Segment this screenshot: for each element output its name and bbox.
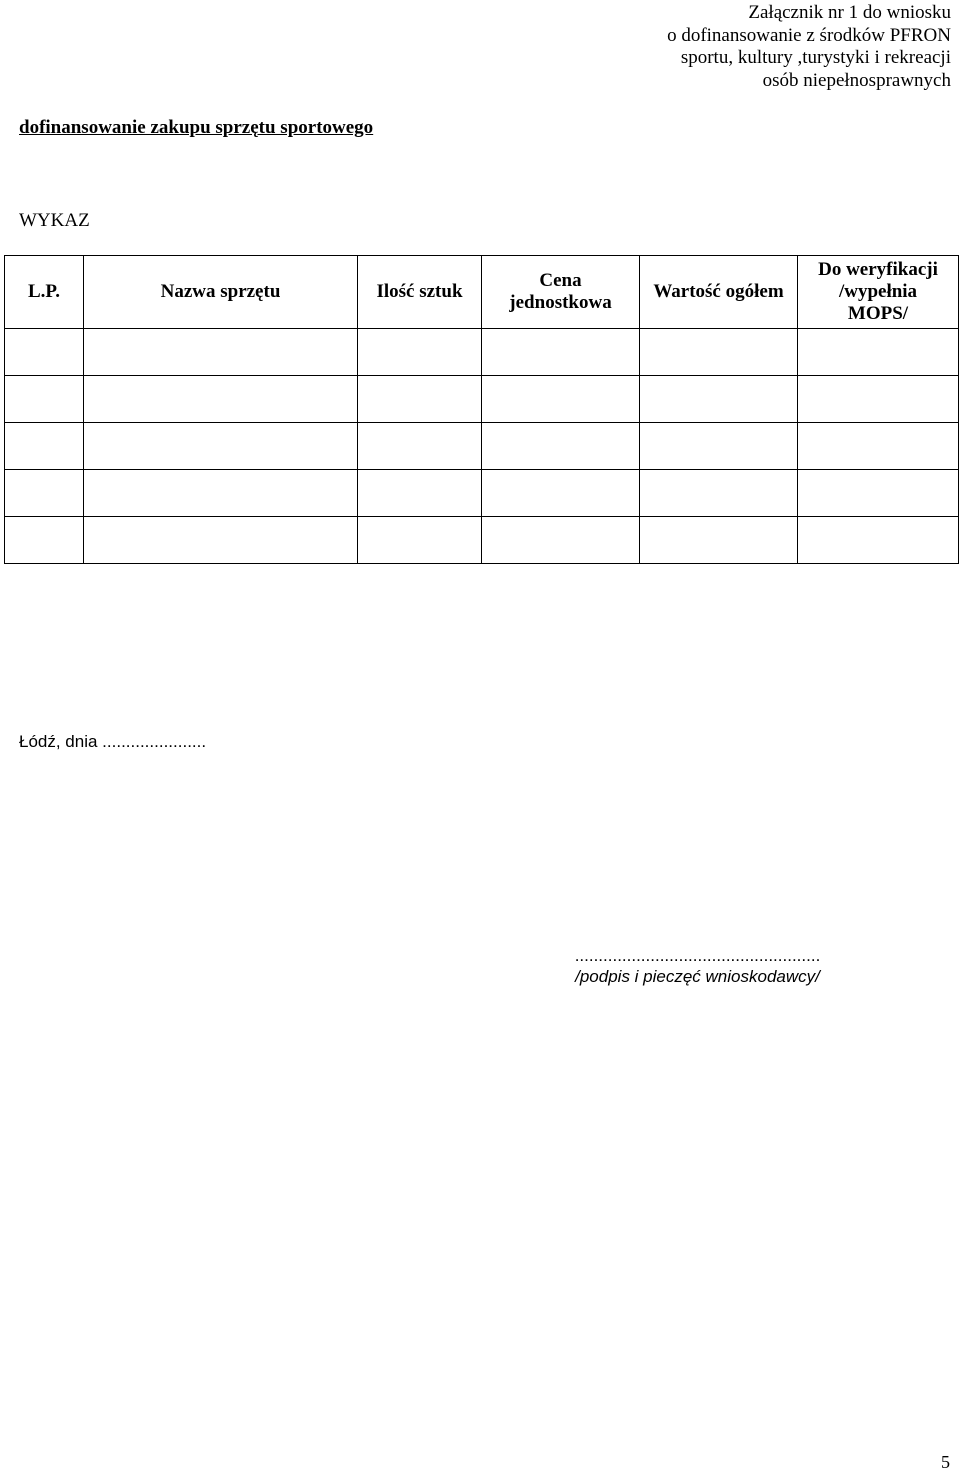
table-cell[interactable] [640,329,798,376]
column-header-unit-price [482,256,640,329]
table-row [5,423,959,470]
list-title: WYKAZ [19,210,90,231]
table-cell[interactable] [5,517,84,564]
equipment-table [4,255,959,564]
table-cell[interactable] [84,470,358,517]
column-header-unit-price-line: jednostkowa [509,292,612,313]
table-cell[interactable] [798,517,959,564]
table-cell[interactable] [5,470,84,517]
table-cell[interactable] [798,423,959,470]
table-cell[interactable] [482,517,640,564]
table-cell[interactable] [640,470,798,517]
column-header-qty: Ilość sztuk [358,256,482,329]
column-header-verification-line: /wypełnia [838,281,918,302]
column-header-name: Nazwa sprzętu [84,256,358,329]
page-number: 5 [941,1452,950,1472]
attachment-header-line: osób niepełnosprawnych [762,69,951,91]
table-cell[interactable] [358,376,482,423]
table-cell[interactable] [5,423,84,470]
column-header-verification-line: Do weryfikacji [818,259,938,280]
table-cell[interactable] [84,329,358,376]
table-cell[interactable] [482,423,640,470]
table-cell[interactable] [798,470,959,517]
attachment-header-line: o dofinansowanie z środków PFRON [667,24,951,46]
column-header-unit-price-line: Cena [539,270,582,291]
table-cell[interactable] [798,376,959,423]
table-row [5,376,959,423]
table-cell[interactable] [640,517,798,564]
table-cell[interactable] [640,376,798,423]
table-cell[interactable] [84,423,358,470]
table-row [5,517,959,564]
table-cell[interactable] [482,376,640,423]
signature-caption: /podpis i pieczęć wnioskodawcy/ [575,967,820,986]
document-subject: dofinansowanie zakupu sprzętu sportowego [19,117,374,138]
table-cell[interactable] [482,329,640,376]
column-header-verification-line: MOPS/ [847,303,909,324]
attachment-header [667,2,951,92]
table-cell[interactable] [798,329,959,376]
table-cell[interactable] [84,376,358,423]
table-cell[interactable] [640,423,798,470]
table-cell[interactable] [5,329,84,376]
table-cell[interactable] [358,517,482,564]
table-row [5,470,959,517]
table-header-row [5,256,959,329]
signature-line: .................................................... [574,946,821,965]
place-and-date: Łódź, dnia ...................... [19,732,207,751]
column-header-verification [798,256,959,329]
table-cell[interactable] [5,376,84,423]
attachment-header-line: Załącznik nr 1 do wniosku [748,2,951,23]
table-cell[interactable] [358,470,482,517]
table-cell[interactable] [84,517,358,564]
table-cell[interactable] [358,423,482,470]
table-cell[interactable] [482,470,640,517]
signature-block [520,945,875,987]
table-row [5,329,959,376]
column-header-lp: L.P. [5,256,84,329]
table-cell[interactable] [358,329,482,376]
column-header-total: Wartość ogółem [640,256,798,329]
attachment-header-line: sportu, kultury ,turystyki i rekreacji [680,47,951,68]
